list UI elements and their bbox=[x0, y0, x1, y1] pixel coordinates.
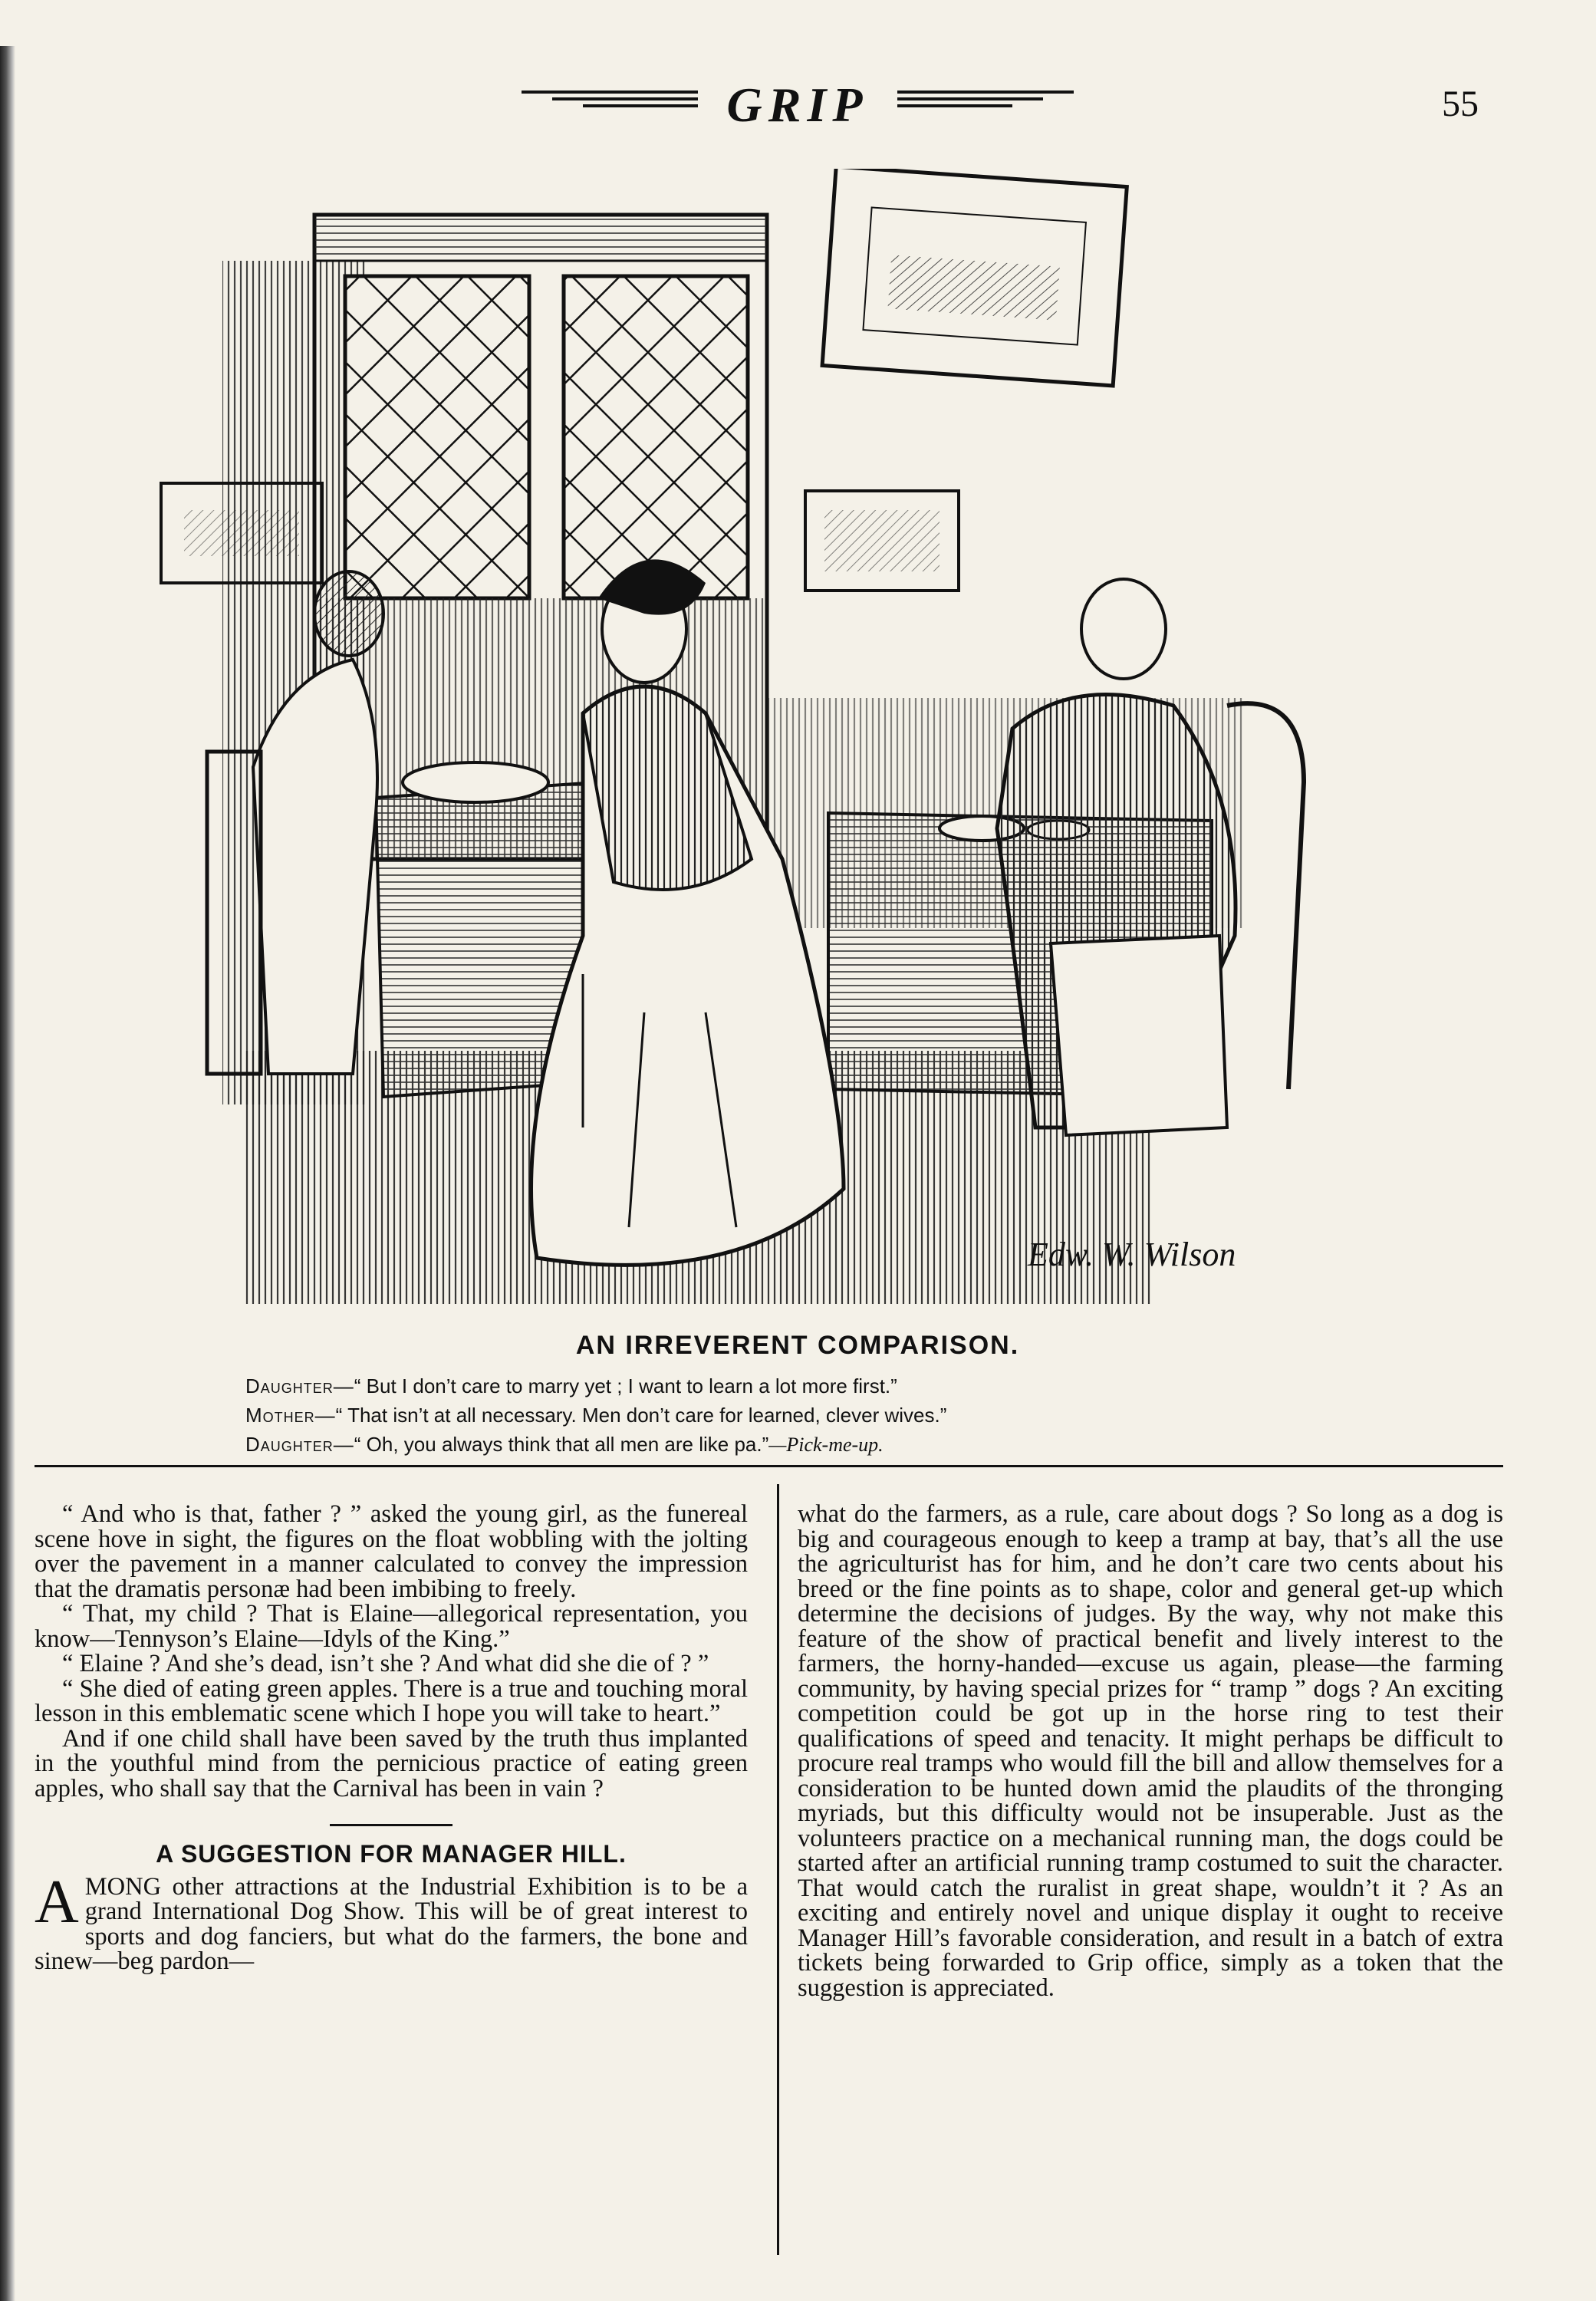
left-column bbox=[35, 1502, 748, 1974]
article-paragraph: “ That, my child ? That is Elaine—allegorical representation, you know—Tennyson’s Elaine—Idyls of the King.” bbox=[35, 1600, 748, 1653]
section-text: MONG other attractions at the Industrial Exhibition is to be a grand International Dog Show. This will be of great interest to sports and dog fanciers, but what do the farmers, the bone and sinew—beg pardon— bbox=[35, 1872, 748, 1975]
caption-title: AN IRREVERENT COMPARISON. bbox=[575, 1331, 1020, 1360]
masthead bbox=[522, 77, 1074, 130]
article-paragraph: what do the farmers, as a rule, care about dogs ? So long as a dog is big and courageous enough to keep a tramp at bay, that’s all the use the agriculturist has for him, and he don’t care two cents about his breed or the fine points as to shape, color and general get-up which determine the decisions of judges. By the way, why not make this feature of the show of practical benefit and lively interest to the farmers, the horny-handed—excuse us again, please—the farming community, by having special prizes for “ tramp ” dogs ? An exciting competition could be got up in the horse ring to test their qualifications of speed and tenacity. It might perhaps be difficult to procure real tramps who would fill the bill and allow themselves for a consideration to be hunted down amid the plaudits of the thronging myriads, but this difficulty would not be insuperable. Just as the volunteers practice on a mechanical running man, the dogs could be started after an artificial running tramp costumed to suit the character. That would catch the ruralist in great shape, wouldn’t it ? As an exciting and entirely novel and unique display it ought to receive Manager Hill’s favorable consideration, and result in a batch of extra tickets being forwarded to Grip office, simply as a token that the suggestion is appreciated. bbox=[798, 1500, 1503, 2002]
section-heading: A SUGGESTION FOR MANAGER HILL. bbox=[156, 1840, 627, 1868]
article-paragraph: “ She died of eating green apples. There is a true and touching moral lesson in this emblematic scene which I hope you will take to heart.” bbox=[35, 1674, 748, 1727]
caption-credit: —Pick-me-up. bbox=[768, 1434, 884, 1456]
masthead-rule-right bbox=[897, 91, 1074, 117]
page-number: 55 bbox=[1442, 84, 1479, 124]
artist-signature: Edw. W. Wilson bbox=[1028, 1236, 1236, 1273]
caption-speaker: Daughter— bbox=[245, 1374, 354, 1397]
masthead-title: GRIP bbox=[726, 77, 869, 132]
caption-divider-rule bbox=[35, 1465, 1503, 1467]
cartoon-illustration bbox=[153, 169, 1350, 1312]
drop-cap: A bbox=[35, 1868, 79, 1936]
caption-speaker: Daughter— bbox=[245, 1433, 354, 1456]
caption-line bbox=[245, 1401, 1350, 1430]
caption-text: “ Oh, you always think that all men are like pa.” bbox=[354, 1433, 769, 1456]
section-divider bbox=[330, 1824, 452, 1826]
caption-line bbox=[245, 1430, 1350, 1460]
article-paragraph: And if one child shall have been saved by the truth thus implanted in the youthful mind from the pernicious practice of eating green apples, who shall say that the Carnival has been in vain ? bbox=[35, 1724, 748, 1802]
right-column bbox=[798, 1502, 1503, 2000]
caption-speaker: Mother— bbox=[245, 1404, 336, 1427]
page-edge-shadow bbox=[0, 46, 15, 2301]
section-paragraph bbox=[35, 1868, 748, 1975]
column-divider bbox=[777, 1484, 779, 2255]
caption-text: “ That isn’t at all necessary. Men don’t care for learned, clever wives.” bbox=[335, 1404, 947, 1427]
caption-line bbox=[245, 1371, 1350, 1401]
article-paragraph: “ Elaine ? And she’s dead, isn’t she ? And what did she die of ? ” bbox=[62, 1650, 709, 1677]
illustration-caption bbox=[245, 1331, 1350, 1460]
article-paragraph: “ And who is that, father ? ” asked the young girl, as the funereal scene hove in sight, the figures on the float wobbling with the jolting over the pavement in a manner calculated to convey the impression that the dramatis personæ had been imbibing to freely. bbox=[35, 1500, 748, 1603]
caption-text: “ But I don’t care to marry yet ; I want to learn a lot more first.” bbox=[354, 1374, 897, 1397]
